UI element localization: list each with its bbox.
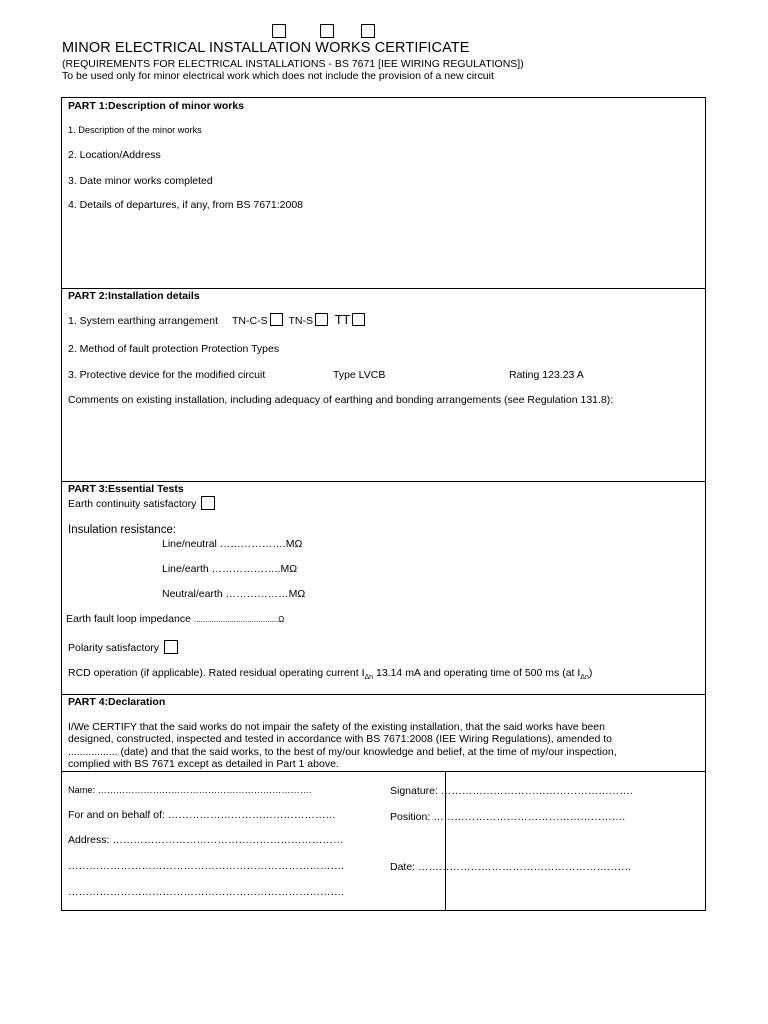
date-field[interactable]: Date: ……………………………………………………. <box>390 861 631 873</box>
declaration-line-1: I/We CERTIFY that the said works do not impair the safety of the existing installation, that the said works have been <box>68 721 605 733</box>
header-checkbox-1[interactable] <box>272 24 286 38</box>
protective-device-rating[interactable]: Rating 123.23 A <box>509 369 584 381</box>
rcd-text-a: RCD operation (if applicable). Rated residual operating current I <box>68 667 365 679</box>
rcd-subscript-2: Δn <box>580 674 589 682</box>
signoff-section <box>61 771 706 911</box>
part1-item-description[interactable]: 1. Description of the minor works <box>68 125 202 135</box>
address-line-3[interactable]: ……………………………………………………………………. <box>68 886 344 898</box>
earth-continuity-checkbox[interactable] <box>201 496 215 510</box>
certificate-note: To be used only for minor electrical work which does not include the provision of a new circuit <box>62 70 494 82</box>
certificate-subtitle: (REQUIREMENTS FOR ELECTRICAL INSTALLATIONS - BS 7671 [IEE WIRING REGULATIONS]) <box>62 58 524 70</box>
part1-item-location[interactable]: 2. Location/Address <box>68 149 161 161</box>
tns-checkbox[interactable] <box>315 313 328 326</box>
rcd-text-c: ) <box>588 667 593 679</box>
polarity-row <box>68 640 178 654</box>
part1-heading: PART 1:Description of minor works <box>68 100 244 112</box>
option-tncs-label: TN-C-S <box>232 315 268 327</box>
declaration-line-4: complied with BS 7671 except as detailed in Part 1 above. <box>68 758 339 770</box>
earthing-arrangement-label: 1. System earthing arrangement <box>68 315 218 327</box>
protective-device-type[interactable]: Type LVCB <box>333 369 386 381</box>
part2-heading: PART 2:Installation details <box>68 290 200 302</box>
rcd-text-b: 13.14 mA and operating time of 500 ms (at I <box>373 667 581 679</box>
tncs-checkbox[interactable] <box>270 313 283 326</box>
installation-comments-label[interactable]: Comments on existing installation, including adequacy of earthing and bonding arrangements (see Regulation 131.8): <box>68 394 614 406</box>
tt-checkbox[interactable] <box>352 313 365 326</box>
earth-continuity-label: Earth continuity satisfactory <box>68 498 197 510</box>
declaration-line-3: ................. (date) and that the said works, to the best of my/our knowledge and belief, at the time of my/our inspection, <box>68 746 617 758</box>
protective-device-label: 3. Protective device for the modified circuit <box>68 369 266 381</box>
earth-continuity-row <box>68 496 215 510</box>
address-line-2[interactable]: ……………………………………………………………………. <box>68 860 344 872</box>
option-tt-label: TT <box>334 313 351 327</box>
neutral-earth-field[interactable]: Neutral/earth ………………MΩ <box>162 588 306 600</box>
on-behalf-of-field[interactable]: For and on behalf of: ………………………………………… <box>68 809 336 821</box>
earth-fault-loop-row[interactable] <box>66 613 284 625</box>
polarity-label: Polarity satisfactory <box>68 642 160 654</box>
certificate-title: MINOR ELECTRICAL INSTALLATION WORKS CERTIFICATE <box>62 40 470 56</box>
declaration-line-2: designed, constructed, inspected and tested in accordance with BS 7671:2008 (IEE Wiring Regulations), amended to <box>68 733 612 745</box>
signature-field[interactable]: Signature: ………………………………………………. <box>390 785 633 797</box>
fault-protection-label[interactable]: 2. Method of fault protection Protection Types <box>68 343 280 355</box>
address-field[interactable]: Address: ………………………………………………………… <box>68 834 344 846</box>
header-checkbox-3[interactable] <box>361 24 375 38</box>
polarity-checkbox[interactable] <box>164 640 178 654</box>
line-earth-field[interactable]: Line/earth ………………..MΩ <box>162 563 298 575</box>
rcd-subscript-1: Δn <box>364 674 374 682</box>
name-field[interactable]: Name: ……………………………………………………………. <box>68 785 312 795</box>
part4-heading: PART 4:Declaration <box>68 696 166 708</box>
part3-heading: PART 3:Essential Tests <box>68 483 184 495</box>
position-field[interactable]: Position: ………………………………………………. <box>390 811 626 823</box>
part1-item-date[interactable]: 3. Date minor works completed <box>68 175 213 187</box>
part4-section <box>61 694 706 771</box>
earthing-options <box>232 313 365 327</box>
header-checkbox-2[interactable] <box>320 24 334 38</box>
earth-fault-loop-label: Earth fault loop impedance <box>66 613 191 625</box>
part1-section <box>61 97 706 288</box>
earth-fault-loop-dots: ......................................Ω <box>193 615 285 624</box>
option-tns-label: TN-S <box>288 315 313 327</box>
rcd-operation-row[interactable] <box>68 667 592 681</box>
insulation-resistance-label: Insulation resistance: <box>68 524 177 536</box>
part3-section <box>61 481 706 694</box>
part1-item-departures[interactable]: 4. Details of departures, if any, from BS 7671:2008 <box>68 199 304 211</box>
part2-section <box>61 288 706 481</box>
line-neutral-field[interactable]: Line/neutral ……………….MΩ <box>162 538 303 550</box>
